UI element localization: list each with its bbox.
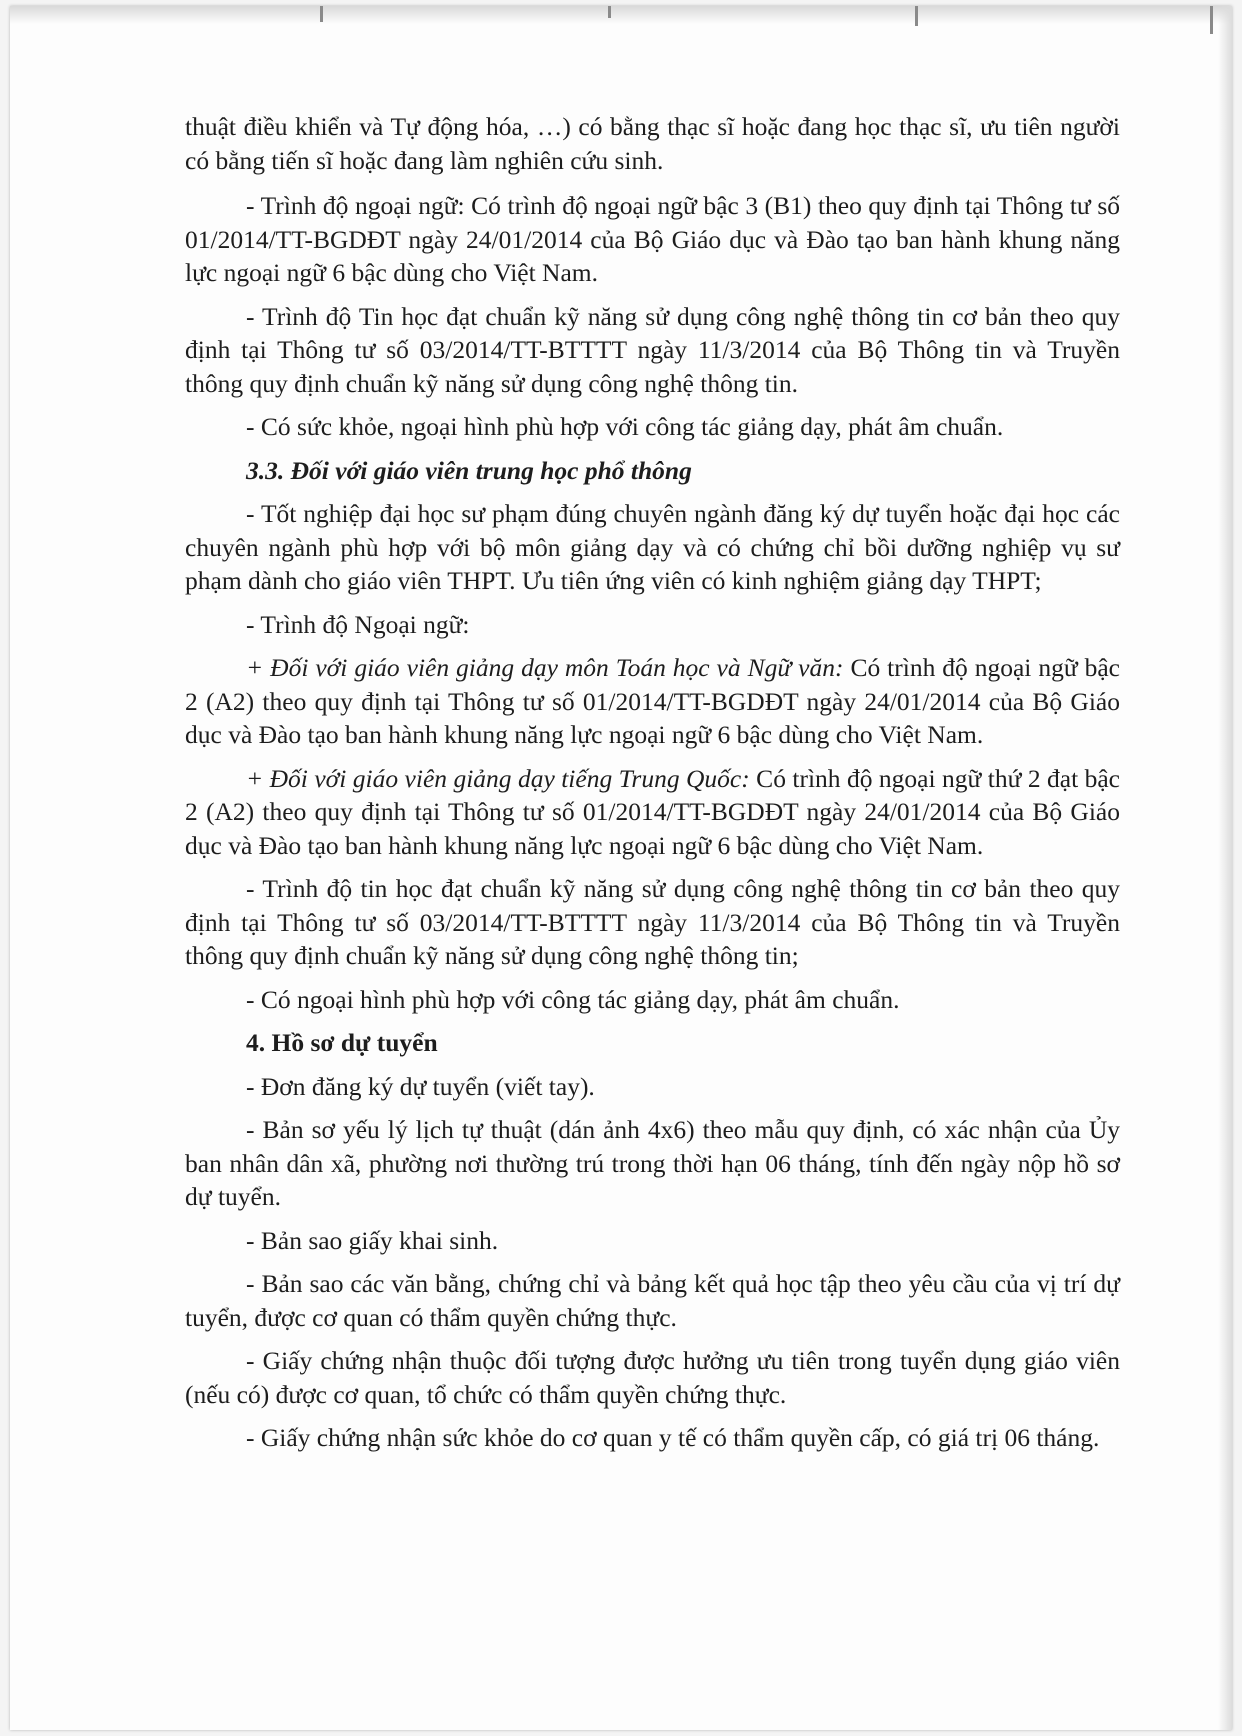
paragraph: - Có ngoại hình phù hợp với công tác giảng dạy, phát âm chuẩn. [246,984,900,1014]
paragraph [185,762,1120,863]
paragraph: - Giấy chứng nhận sức khỏe do cơ quan y tế có thẩm quyền cấp, có giá trị 06 tháng. [246,1423,1100,1452]
paragraph: - Tốt nghiệp đại học sư phạm đúng chuyên ngành đăng ký dự tuyển hoặc đại học các chuyên ngành phù hợp với bộ môn giảng dạy và có chứng chỉ bồi dưỡng nghiệp vụ sư phạm dành cho giáo viên THPT. Ưu tiên ứng viên có kinh nghiệm giảng dạy THPT; [185,499,1120,595]
paragraph-text: Có trình độ ngoại ngữ bậc 2 (A2) theo quy định tại Thông tư số 01/2014/TT-BGDĐT ngày 24/01/2014 của Bộ Giáo dục và Đào tạo ban hành khung năng lực ngoại ngữ 6 bậc dùng cho Việt Nam. [185,653,1121,749]
scan-shadow-top [10,6,1232,24]
section-heading: 4. Hồ sơ dự tuyển [246,1028,438,1057]
paragraph: thuật điều khiển và Tự động hóa, …) có bằng thạc sĩ hoặc đang học thạc sĩ, ưu tiên người có bằng tiến sĩ hoặc đang làm nghiên cứu sinh. [185,112,1120,175]
paragraph-text: Có trình độ ngoại ngữ thứ 2 đạt bậc 2 (A2) theo quy định tại Thông tư số 01/2014/TT-BGDĐT ngày 24/01/2014 của Bộ Giáo dục và Đào tạo ban hành khung năng lực ngoại ngữ 6 bậc dùng cho Việt Nam. [185,763,1120,860]
scan-shadow-right [1218,6,1232,1730]
paragraph: - Bản sơ yếu lý lịch tự thuật (dán ảnh 4x6) theo mẫu quy định, có xác nhận của Ủy ban nhân dân xã, phường nơi thường trú trong thời hạn 06 tháng, tính đến ngày nộp hồ sơ dự tuyển. [185,1115,1120,1211]
binding-mark [1210,6,1213,34]
document-body [185,110,1120,1465]
paragraph: - Trình độ Tin học đạt chuẩn kỹ năng sử dụng công nghệ thông tin cơ bản theo quy định tại Thông tư số 03/2014/TT-BTTTT ngày 11/3/2014 của Bộ Thông tin và Truyền thông quy định chuẩn kỹ năng sử dụng công nghệ thông tin. [185,301,1120,398]
paragraph: - Giấy chứng nhận thuộc đối tượng được hưởng ưu tiên trong tuyển dụng giáo viên (nếu có) được cơ quan, tổ chức có thẩm quyền chứng thực. [185,1346,1120,1409]
paragraph [185,651,1120,752]
scanned-page [10,6,1232,1730]
paragraph: - Trình độ ngoại ngữ: Có trình độ ngoại ngữ bậc 3 (B1) theo quy định tại Thông tư số 01/2014/TT-BGDĐT ngày 24/01/2014 của Bộ Giáo dục và Đào tạo ban hành khung năng lực ngoại ngữ 6 bậc dùng cho Việt Nam. [185,191,1120,287]
binding-mark [608,6,611,18]
paragraph: - Có sức khỏe, ngoại hình phù hợp với công tác giảng dạy, phát âm chuẩn. [246,412,1004,441]
paragraph: - Bản sao các văn bằng, chứng chỉ và bảng kết quả học tập theo yêu cầu của vị trí dự tuyển, được cơ quan có thẩm quyền chứng thực. [185,1269,1120,1332]
paragraph-lead: + Đối với giáo viên giảng dạy môn Toán học và Ngữ văn: [246,653,844,682]
paragraph: - Trình độ tin học đạt chuẩn kỹ năng sử dụng công nghệ thông tin cơ bản theo quy định tại Thông tư số 03/2014/TT-BTTTT ngày 11/3/2014 của Bộ Thông tin và Truyền thông quy định chuẩn kỹ năng sử dụng công nghệ thông tin; [185,874,1120,970]
binding-mark [915,6,918,26]
paragraph: - Trình độ Ngoại ngữ: [246,609,470,639]
paragraph-lead: + Đối với giáo viên giảng dạy tiếng Trung Quốc: [246,763,750,793]
section-heading: 3.3. Đối với giáo viên trung học phổ thông [246,455,692,485]
paragraph: - Đơn đăng ký dự tuyển (viết tay). [246,1071,595,1101]
paragraph: - Bản sao giấy khai sinh. [246,1225,499,1255]
binding-mark [320,6,323,22]
